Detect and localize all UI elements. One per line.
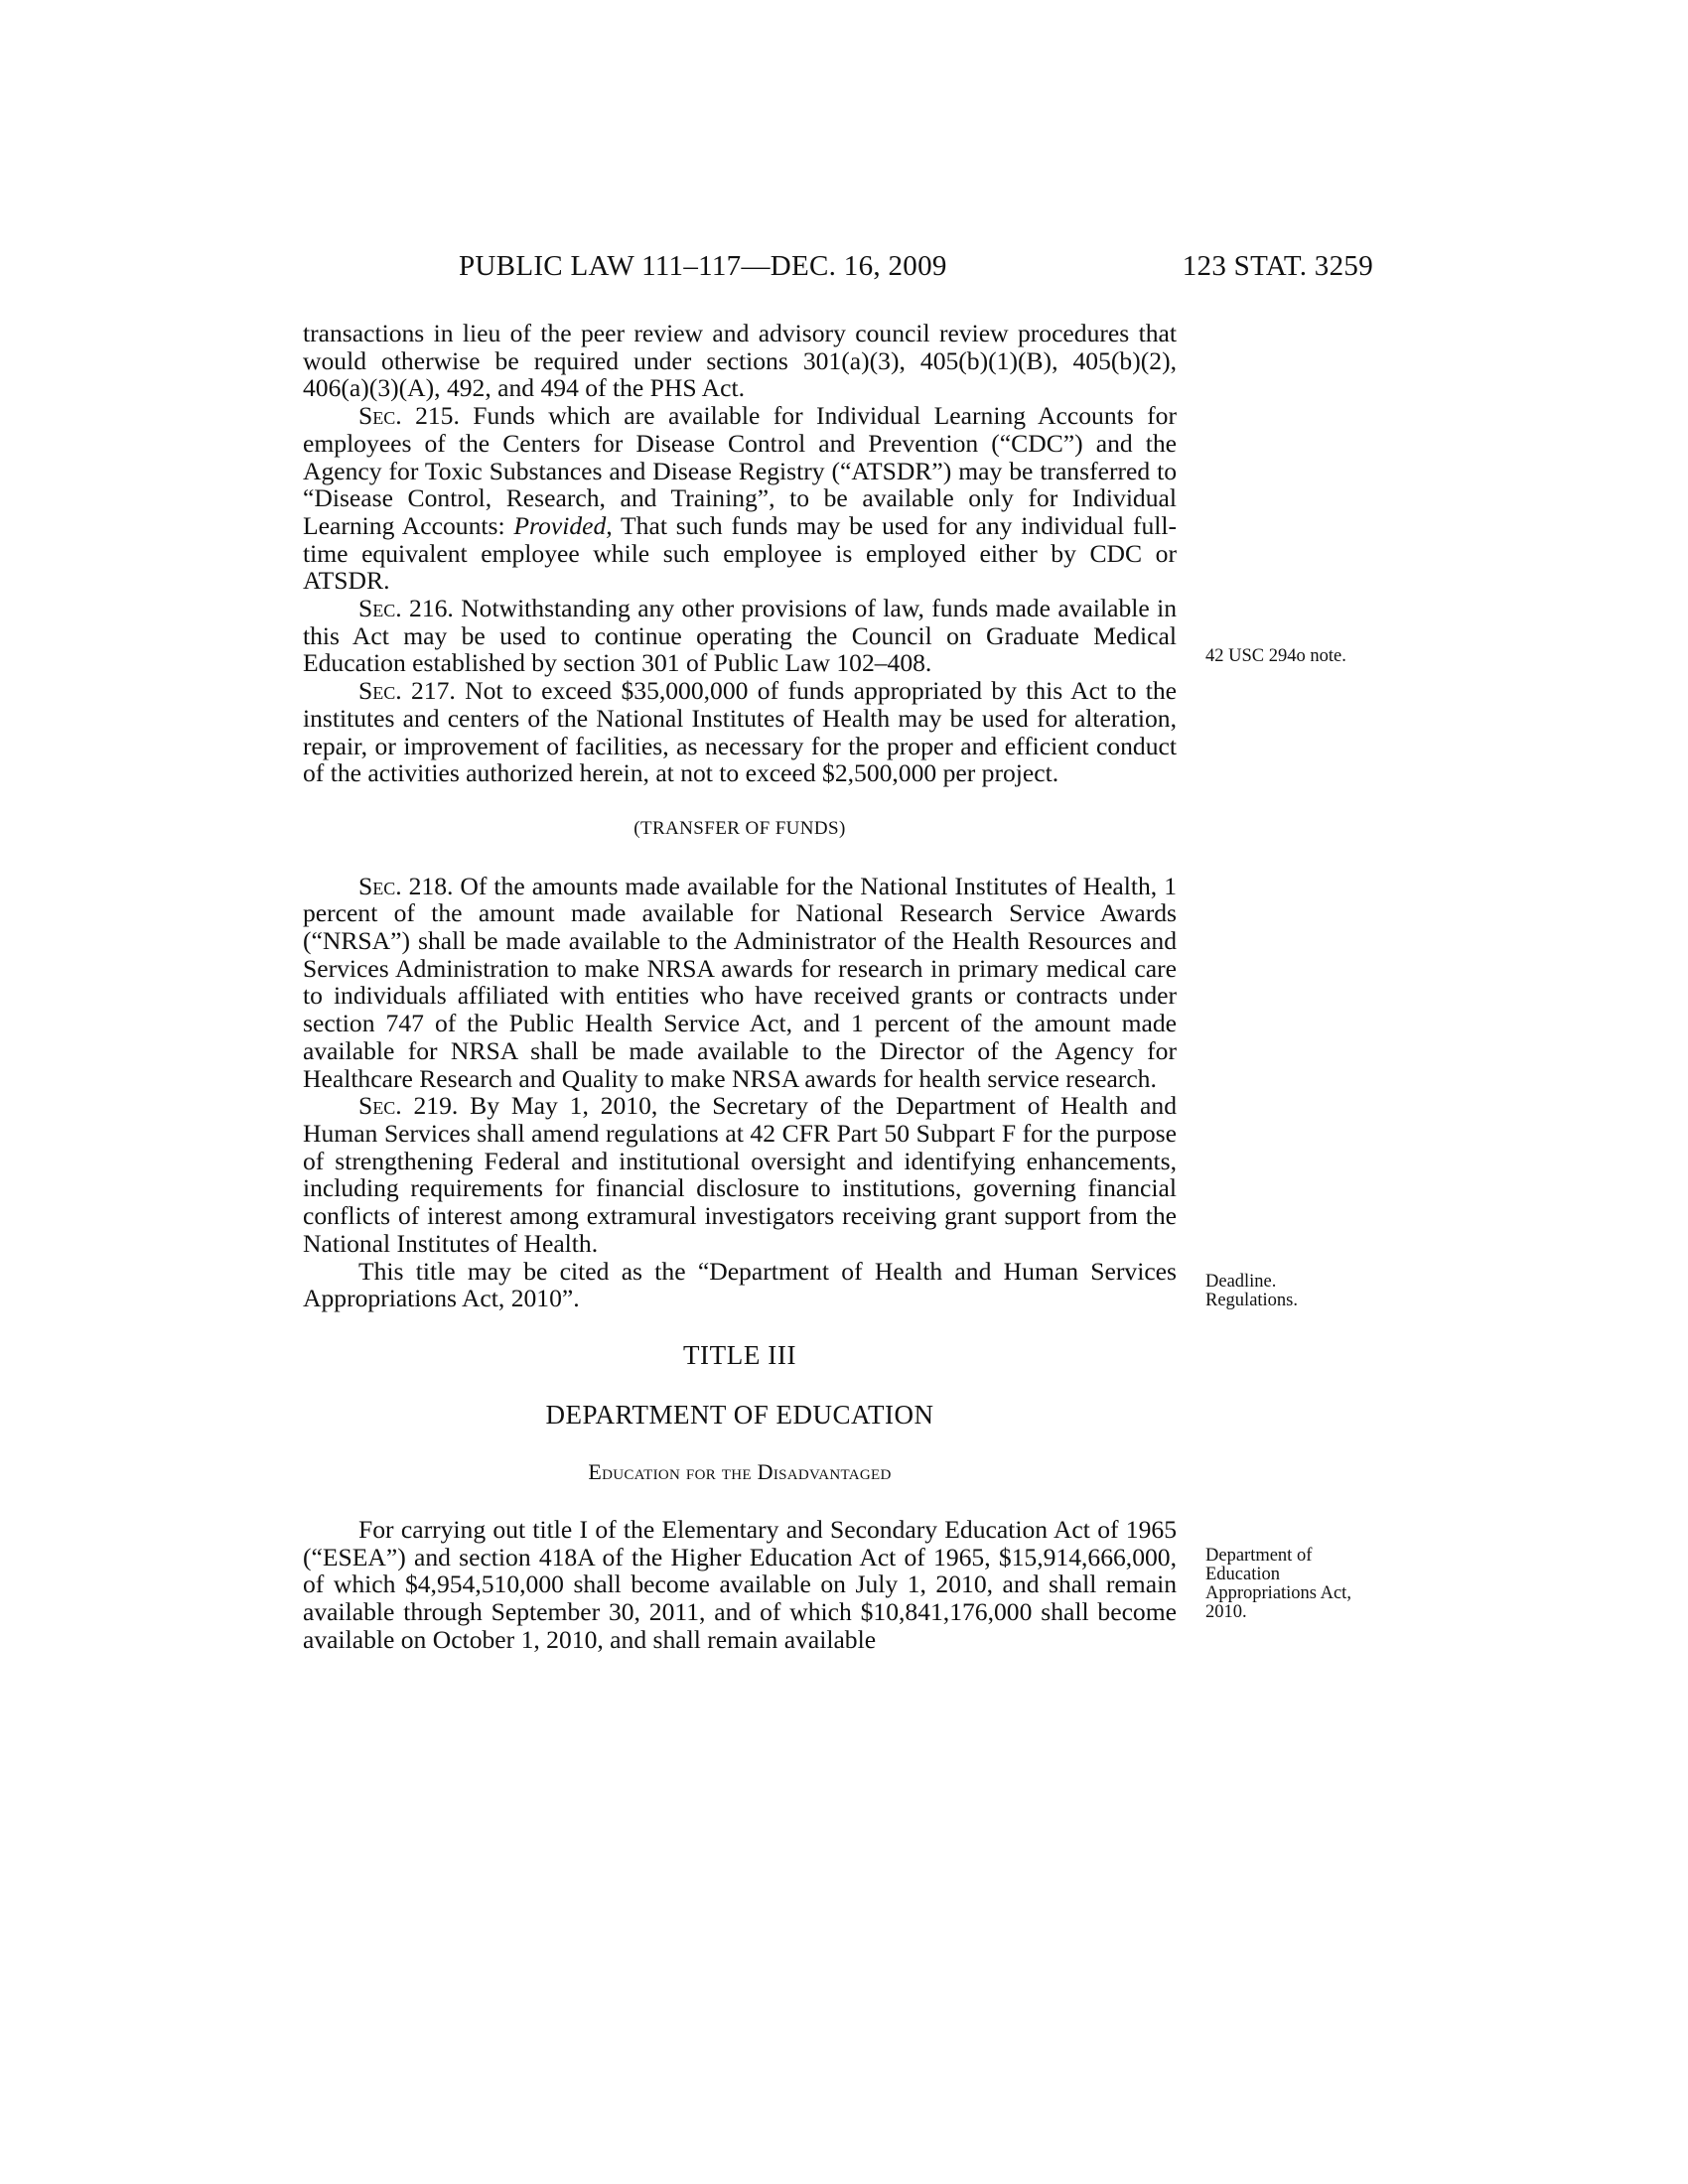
section-218-text: 218. Of the amounts made available for the National Institutes of Health, 1 percent of the amount made available for National Research Service Awards (“NRSA”) shall be made available to the Administrator of the Health Resources and Services Administration to make NRSA awards for research in primary medical care to individuals affiliated with entities who have received grants or contracts under section 747 of the Public Health Service Act, and 1 percent of the amount made available for NRSA shall be made available to the Director of the Agency for Healthcare Research and Quality to make NRSA awards for health service research. (303, 871, 1177, 1093)
transfer-of-funds-heading: (TRANSFER OF FUNDS) (633, 817, 846, 839)
page-number: 123 STAT. 3259 (1182, 250, 1373, 282)
margin-note-deadline: Deadline. Regulations. (1205, 1272, 1299, 1310)
sec-label: Sec. (358, 401, 402, 431)
appropriation-paragraph: For carrying out title I of the Elementary and Secondary Education Act of 1965 (“ESEA”) and section 418A of the Higher Education Act of 1965, $15,914,666,000, of which $4,954,510,000 shall become available on July 1, 2010, and shall remain available through September 30, 2011, and of which $10,841,176,000 shall become available on October 1, 2010, and shall remain available (303, 1515, 1177, 1654)
section-215-text-b: That such funds may be used for any individual full-time equivalent employee while such employee is employed either by CDC or ATSDR. (303, 510, 1177, 596)
citation-paragraph: This title may be cited as the “Department of Health and Human Services Appropriations Act, 2010”. (303, 1256, 1177, 1313)
main-text (303, 320, 1177, 1654)
sec-label: Sec. (358, 1091, 402, 1121)
department-heading: DEPARTMENT OF EDUCATION (545, 1399, 934, 1430)
provided-term: Provided, (513, 510, 613, 540)
title-heading: TITLE III (682, 1339, 797, 1370)
section-216-text: 216. Notwithstanding any other provisions of law, funds made available in this Act may be used to continue operating the Council on Graduate Medical Education established by section 301 of Public Law 102–408. (303, 594, 1177, 678)
section-217 (303, 677, 1177, 787)
paragraph-continuation: transactions in lieu of the peer review and advisory council review procedures that would otherwise be required under sections 301(a)(3), 405(b)(1)(B), 405(b)(2), 406(a)(3)(A), 492, and 494 of the PHS Act. (303, 319, 1177, 403)
margin-note-dept-education: Department of Education Appropriations Act, 2010. (1205, 1546, 1351, 1622)
subheading: Education for the Disadvantaged (588, 1459, 892, 1485)
sec-label: Sec. (358, 594, 402, 623)
section-215 (303, 402, 1177, 595)
section-217-text: 217. Not to exceed $35,000,000 of funds appropriated by this Act to the institutes and centers of the National Institutes of Health may be used for alteration, repair, or improvement of facilities, as necessary for the proper and efficient conduct of the activities authorized herein, at not to exceed $2,500,000 per project. (303, 676, 1177, 788)
section-215-text-a: 215. Funds which are available for Individual Learning Accounts for employees of the Centers for Disease Control and Prevention (“CDC”) and the Agency for Toxic Substances and Disease Registry (“ATSDR”) may be transferred to “Disease Control, Research, and Training”, to be available only for Individual Learning Accounts: (303, 401, 1177, 540)
section-216 (303, 595, 1177, 677)
sec-label: Sec. (358, 871, 402, 900)
margin-note-usc: 42 USC 294o note. (1205, 646, 1346, 666)
section-218 (303, 873, 1177, 1093)
running-head-title: PUBLIC LAW 111–117—DEC. 16, 2009 (459, 250, 947, 282)
running-head (0, 250, 1688, 290)
sec-label: Sec. (358, 676, 402, 706)
section-219-text: 219. By May 1, 2010, the Secretary of the Department of Health and Human Services shall amend regulations at 42 CFR Part 50 Subpart F for the purpose of strengthening Federal and institutional oversight and identifying enhancements, including requirements for financial disclosure to institutions, governing financial conflicts of interest among extramural investigators receiving grant support from the National Institutes of Health. (303, 1091, 1177, 1258)
section-219 (303, 1092, 1177, 1257)
